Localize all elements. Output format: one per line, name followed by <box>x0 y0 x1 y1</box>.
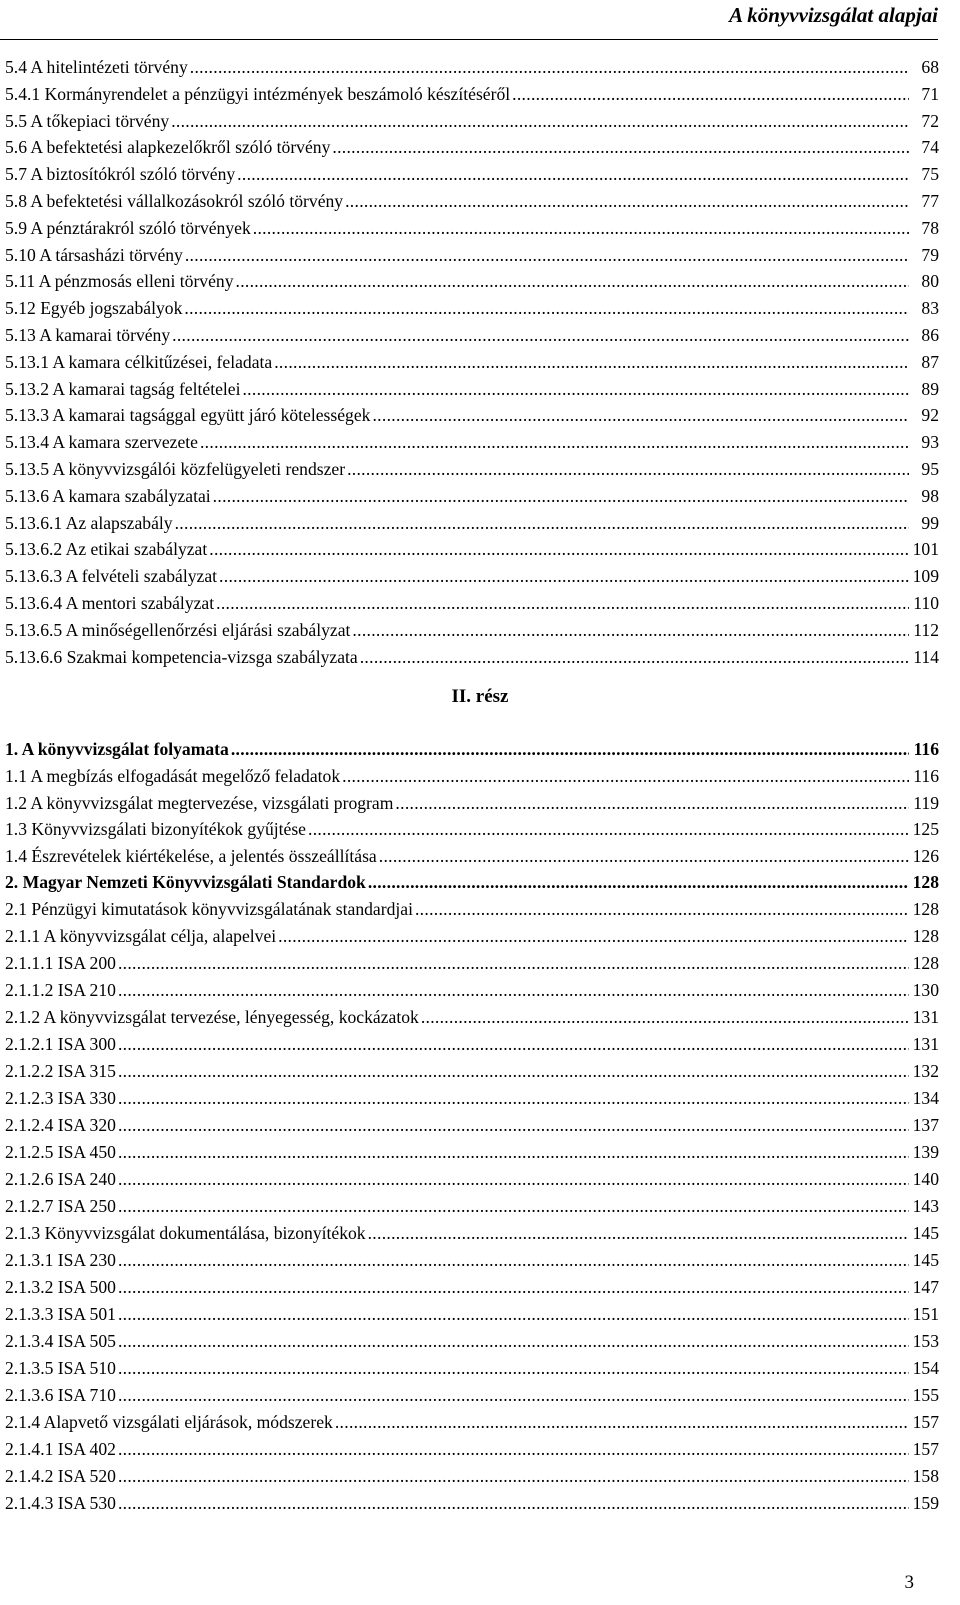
toc-entry[interactable] <box>5 1058 939 1084</box>
toc-entry-title: 5.13.6.5 A minőségellenőrzési eljárási szabályzat <box>5 619 351 640</box>
toc-entry-title: 5.13.2 A kamarai tagság feltételei <box>5 378 241 399</box>
toc-entry-title: 5.13.6.2 Az etikai szabályzat <box>5 539 208 560</box>
toc-entry[interactable] <box>5 869 939 895</box>
toc-dot-leader <box>118 1301 909 1327</box>
toc-entry-title: 2.1.3.1 ISA 230 <box>5 1250 116 1270</box>
toc-entry-page: 93 <box>921 432 939 453</box>
toc-entry-page: 74 <box>921 137 939 158</box>
toc-dot-leader <box>335 1409 909 1435</box>
toc-entry-page: 77 <box>921 191 939 211</box>
toc-entry-page: 143 <box>912 1196 939 1216</box>
toc-entry-page: 128 <box>912 953 939 973</box>
toc-entry-title: 5.13.6 A kamara szabályzatai <box>5 485 211 506</box>
toc-entry-page: 98 <box>921 485 939 506</box>
toc-entry-page: 99 <box>921 512 939 533</box>
toc-entry-page: 72 <box>921 110 939 131</box>
toc-entry-page: 128 <box>912 926 939 946</box>
toc-dot-leader <box>345 188 909 214</box>
toc-entry-title: 2. Magyar Nemzeti Könyvvizsgálati Standardok <box>5 872 366 892</box>
toc-entry[interactable] <box>5 134 939 160</box>
toc-dot-leader <box>237 161 909 187</box>
toc-entry[interactable] <box>5 950 939 976</box>
toc-entry[interactable] <box>5 896 939 922</box>
toc-entry-title: 2.1.3.4 ISA 505 <box>5 1331 116 1351</box>
toc-entry-title: 5.13.4 A kamara szervezete <box>5 432 198 453</box>
toc-dot-leader <box>421 1004 909 1030</box>
toc-dot-leader <box>175 510 909 536</box>
toc-entry[interactable] <box>5 242 939 268</box>
toc-dot-leader <box>352 617 909 643</box>
toc-dot-leader <box>213 483 909 509</box>
toc-entry-title: 2.1.2 A könyvvizsgálat tervezése, lényegesség, kockázatok <box>5 1007 419 1027</box>
toc-entry-title: 2.1 Pénzügyi kimutatások könyvvizsgálatának standardjai <box>5 899 413 919</box>
toc-entry-page: 110 <box>913 593 939 613</box>
toc-entry-page: 130 <box>912 980 939 1000</box>
toc-entry-page: 145 <box>912 1250 939 1270</box>
toc-entry-page: 134 <box>912 1088 939 1108</box>
toc-entry-title: 5.13.1 A kamara célkitűzései, feladata <box>5 351 273 372</box>
toc-entry[interactable] <box>5 1193 939 1219</box>
toc-entry[interactable] <box>5 215 939 241</box>
toc-entry[interactable] <box>5 536 939 562</box>
toc-dot-leader <box>347 456 909 482</box>
toc-entry-title: 5.10 A társasházi törvény <box>5 244 183 265</box>
toc-entry-title: 2.1.4.3 ISA 530 <box>5 1493 116 1513</box>
toc-entry-page: 71 <box>921 83 939 104</box>
toc-entry-title: 5.8 A befektetési vállalkozásokról szóló törvény <box>5 191 344 211</box>
toc-entry-page: 79 <box>921 244 939 265</box>
toc-entry-page: 101 <box>912 539 939 560</box>
page-number: 3 <box>904 1572 914 1593</box>
toc-entry[interactable] <box>5 402 939 428</box>
toc-entry[interactable] <box>5 1409 939 1435</box>
toc-entry-title: 1.4 Észrevételek kiértékelése, a jelentés összeállítása <box>5 846 377 867</box>
toc-entry[interactable] <box>5 510 939 536</box>
toc-entry-title: 5.13.5 A könyvvizsgálói közfelügyeleti rendszer <box>5 459 346 479</box>
toc-entry[interactable] <box>5 843 939 869</box>
toc-dot-leader <box>118 950 909 976</box>
toc-dot-leader <box>190 54 909 80</box>
toc-entry-title: 2.1.3.6 ISA 710 <box>5 1385 116 1405</box>
toc-dot-leader <box>118 1463 909 1489</box>
toc-entry-title: 5.13.6.3 A felvételi szabályzat <box>5 566 218 587</box>
toc-entry-page: 154 <box>912 1358 939 1378</box>
toc-entry[interactable] <box>5 1139 939 1165</box>
toc-entry-page: 86 <box>921 325 939 345</box>
toc-dot-leader <box>118 1274 909 1300</box>
toc-entry[interactable] <box>5 1031 939 1057</box>
toc-dot-leader <box>118 1112 909 1138</box>
toc-entry[interactable] <box>5 268 939 294</box>
toc-dot-leader <box>118 1355 909 1381</box>
toc-dot-leader <box>185 242 909 268</box>
toc-dot-leader <box>236 268 909 294</box>
toc-entry-page: 95 <box>921 459 939 479</box>
toc-entry-page: 112 <box>913 619 939 640</box>
page-header <box>0 0 938 40</box>
toc-dot-leader <box>200 429 909 455</box>
toc-entry[interactable] <box>5 1166 939 1192</box>
toc-entry[interactable] <box>5 816 939 842</box>
toc-entry[interactable] <box>5 1382 939 1408</box>
toc-entry-page: 157 <box>912 1439 939 1459</box>
toc-dot-leader <box>118 1193 909 1219</box>
toc-dot-leader <box>219 563 909 589</box>
toc-entry-page: 119 <box>913 792 939 813</box>
toc-dot-leader <box>415 896 909 922</box>
toc-entry-title: 2.1.3.2 ISA 500 <box>5 1277 116 1297</box>
toc-entry-title: 2.1.4.1 ISA 402 <box>5 1439 116 1459</box>
toc-entry-page: 128 <box>912 872 939 892</box>
toc-entry-page: 126 <box>912 846 939 867</box>
toc-entry-title: 2.1.3.5 ISA 510 <box>5 1358 116 1378</box>
toc-entry-title: 2.1.2.7 ISA 250 <box>5 1196 116 1216</box>
toc-entry-title: 1.2 A könyvvizsgálat megtervezése, vizsgálati program <box>5 792 394 813</box>
toc-entry-title: 5.13 A kamarai törvény <box>5 325 171 345</box>
toc-entry-page: 139 <box>912 1142 939 1162</box>
toc-entry[interactable] <box>5 1328 939 1354</box>
toc-dot-leader <box>118 1139 909 1165</box>
toc-dot-leader <box>118 1328 909 1354</box>
toc-entry[interactable] <box>5 563 939 589</box>
toc-entry[interactable] <box>5 295 939 321</box>
toc-entry-title: 5.5 A tőkepiaci törvény <box>5 110 170 131</box>
toc-dot-leader <box>231 736 909 762</box>
toc-entry-page: 116 <box>913 765 939 786</box>
toc-dot-leader <box>118 1436 909 1462</box>
toc-entry-title: 2.1.2.4 ISA 320 <box>5 1115 116 1135</box>
toc-entry-page: 155 <box>912 1385 939 1405</box>
toc-entry-page: 153 <box>912 1331 939 1351</box>
toc-entry-title: 1.3 Könyvvizsgálati bizonyítékok gyűjtése <box>5 819 306 840</box>
toc-entry[interactable] <box>5 376 939 402</box>
toc-dot-leader <box>308 816 909 842</box>
toc-entry-page: 75 <box>921 164 939 185</box>
toc-entry-page: 132 <box>912 1061 939 1081</box>
toc-entry[interactable] <box>5 1220 939 1246</box>
toc-entry-title: 2.1.3.3 ISA 501 <box>5 1304 116 1324</box>
toc-entry-title: 1. A könyvvizsgálat folyamata <box>5 739 229 759</box>
toc-entry[interactable] <box>5 483 939 509</box>
toc-dot-leader <box>216 590 909 616</box>
toc-dot-leader <box>332 134 909 160</box>
toc-entry-page: 125 <box>912 819 939 840</box>
toc-entry-page: 131 <box>912 1007 939 1027</box>
toc-entry[interactable] <box>5 322 939 348</box>
toc-entry[interactable] <box>5 790 939 816</box>
toc-entry[interactable] <box>5 923 939 949</box>
toc-entry[interactable] <box>5 188 939 214</box>
toc-entry-title: 5.13.6.4 A mentori szabályzat <box>5 593 215 613</box>
toc-entry-page: 137 <box>912 1115 939 1135</box>
toc-dot-leader <box>395 790 909 816</box>
toc-entry-title: 5.11 A pénzmosás elleni törvény <box>5 271 234 292</box>
toc-dot-leader <box>368 1220 909 1246</box>
toc-dot-leader <box>118 1490 909 1516</box>
toc-entry-title: 5.7 A biztosítókról szóló törvény <box>5 164 236 185</box>
toc-entry-title: 2.1.2.1 ISA 300 <box>5 1034 116 1054</box>
toc-entry-title: 2.1.2.3 ISA 330 <box>5 1088 116 1108</box>
toc-entry[interactable] <box>5 1490 939 1516</box>
toc-entry[interactable] <box>5 763 939 789</box>
toc-dot-leader <box>118 1382 909 1408</box>
toc-entry-page: 116 <box>913 739 939 759</box>
toc-entry-title: 2.1.1 A könyvvizsgálat célja, alapelvei <box>5 926 277 946</box>
toc-entry-title: 2.1.2.6 ISA 240 <box>5 1169 116 1189</box>
toc-entry[interactable] <box>5 1004 939 1030</box>
toc-dot-leader <box>379 843 909 869</box>
toc-entry-title: 2.1.2.2 ISA 315 <box>5 1061 116 1081</box>
toc-dot-leader <box>253 215 909 241</box>
toc-entry-page: 145 <box>912 1223 939 1243</box>
toc-entry[interactable] <box>5 81 939 107</box>
toc-entry[interactable] <box>5 349 939 375</box>
toc-entry-page: 159 <box>912 1493 939 1513</box>
toc-dot-leader <box>368 869 909 895</box>
toc-dot-leader <box>172 322 909 348</box>
toc-entry-page: 109 <box>912 566 939 587</box>
toc-dot-leader <box>372 402 909 428</box>
toc-entry-page: 89 <box>921 378 939 399</box>
toc-entry-title: 5.12 Egyéb jogszabályok <box>5 298 183 319</box>
toc-entry[interactable] <box>5 108 939 134</box>
toc-entry-page: 87 <box>921 351 939 372</box>
part-title: II. rész <box>451 686 509 707</box>
toc-entry-title: 2.1.1.1 ISA 200 <box>5 953 116 973</box>
toc-entry-title: 5.4.1 Kormányrendelet a pénzügyi intézmények beszámoló készítéséről <box>5 83 511 104</box>
toc-entry[interactable] <box>5 1463 939 1489</box>
toc-entry-page: 158 <box>912 1466 939 1486</box>
header-title: A könyvvizsgálat alapjai <box>729 3 938 27</box>
toc-entry[interactable] <box>5 736 939 762</box>
toc-entry[interactable] <box>5 617 939 643</box>
toc-entry[interactable] <box>5 977 939 1003</box>
toc-entry-title: 2.1.1.2 ISA 210 <box>5 980 116 1000</box>
toc-dot-leader <box>118 1031 909 1057</box>
toc-entry[interactable] <box>5 161 939 187</box>
toc-dot-leader <box>118 1085 909 1111</box>
toc-dot-leader <box>171 108 909 134</box>
toc-entry-page: 140 <box>912 1169 939 1189</box>
toc-dot-leader <box>342 763 909 789</box>
toc-dot-leader <box>118 1058 909 1084</box>
toc-entry-title: 2.1.4 Alapvető vizsgálati eljárások, módszerek <box>5 1412 333 1432</box>
toc-entry-page: 68 <box>921 57 939 77</box>
toc-dot-leader <box>118 1166 909 1192</box>
toc-entry[interactable] <box>5 1247 939 1273</box>
toc-entry[interactable] <box>5 1112 939 1138</box>
toc-dot-leader <box>118 1247 909 1273</box>
toc-entry-page: 157 <box>912 1412 939 1432</box>
toc-entry-title: 5.13.3 A kamarai tagsággal együtt járó kötelességek <box>5 405 371 426</box>
toc-entry-page: 128 <box>912 899 939 919</box>
toc-entry-page: 131 <box>912 1034 939 1054</box>
toc-entry[interactable] <box>5 456 939 482</box>
toc-entry-page: 151 <box>912 1304 939 1324</box>
toc-entry-page: 114 <box>913 646 939 667</box>
toc-dot-leader <box>209 536 909 562</box>
toc-dot-leader <box>184 295 909 321</box>
toc-entry-title: 2.1.3 Könyvvizsgálat dokumentálása, bizonyítékok <box>5 1223 366 1243</box>
toc-entry-title: 5.13.6.6 Szakmai kompetencia-vizsga szabályzata <box>5 646 358 667</box>
toc-entry[interactable] <box>5 1301 939 1327</box>
toc-entry[interactable] <box>5 1436 939 1462</box>
toc-entry-page: 80 <box>921 271 939 292</box>
toc-entry-title: 1.1 A megbízás elfogadását megelőző feladatok <box>5 765 341 786</box>
toc-dot-leader <box>118 977 909 1003</box>
toc-entry[interactable] <box>5 54 939 80</box>
toc-entry-title: 5.6 A befektetési alapkezelőkről szóló törvény <box>5 137 331 158</box>
toc-entry[interactable] <box>5 429 939 455</box>
toc-entry[interactable] <box>5 1274 939 1300</box>
toc-entry-title: 2.1.2.5 ISA 450 <box>5 1142 116 1162</box>
toc-entry-title: 5.13.6.1 Az alapszabály <box>5 512 173 533</box>
toc-entry-page: 92 <box>921 405 939 426</box>
toc-entry[interactable] <box>5 590 939 616</box>
toc-entry-title: 5.4 A hitelintézeti törvény <box>5 57 188 77</box>
toc-entry-page: 147 <box>912 1277 939 1297</box>
toc-entry-page: 78 <box>921 217 939 238</box>
toc-entry[interactable] <box>5 1085 939 1111</box>
toc-entry-title: 5.9 A pénztárakról szóló törvények <box>5 217 251 238</box>
toc-dot-leader <box>274 349 909 375</box>
toc-entry-page: 83 <box>921 298 939 319</box>
toc-entry[interactable] <box>5 644 939 670</box>
toc-dot-leader <box>360 644 909 670</box>
toc-entry-title: 2.1.4.2 ISA 520 <box>5 1466 116 1486</box>
toc-dot-leader <box>242 376 909 402</box>
toc-dot-leader <box>278 923 909 949</box>
toc-dot-leader <box>512 81 909 107</box>
toc-entry[interactable] <box>5 1355 939 1381</box>
